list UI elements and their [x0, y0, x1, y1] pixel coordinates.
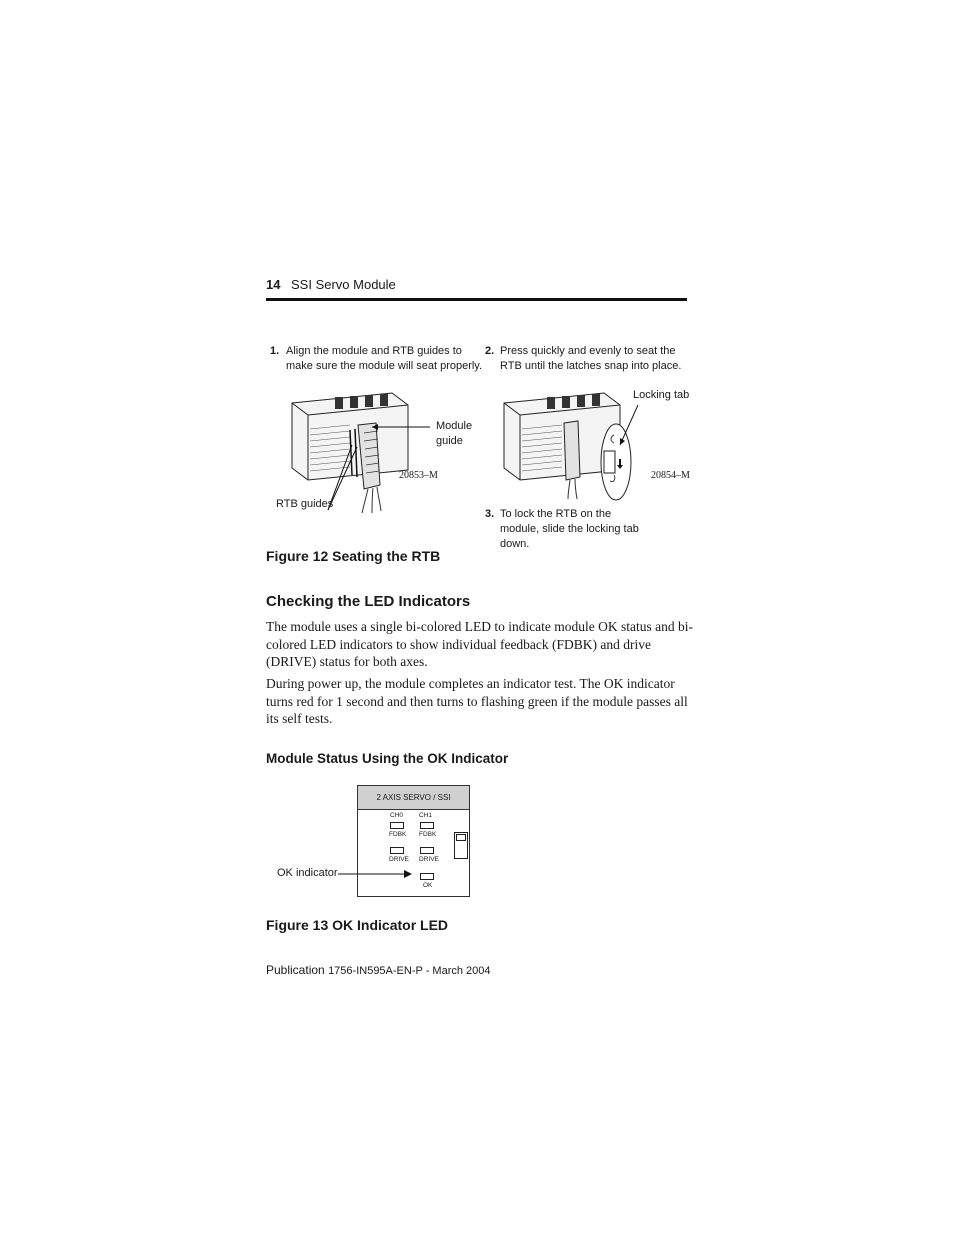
paragraph-2: During power up, the module completes an indicator test. The OK indicator turns red for 1 second and then turns to flashing green if the module passes all its self tests.	[266, 676, 688, 726]
figure-12-caption: Figure 12 Seating the RTB	[266, 548, 441, 564]
figure-id-2: 20854–M	[651, 470, 690, 481]
ch1-fdbk-led	[420, 822, 434, 829]
running-title: SSI Servo Module	[291, 277, 396, 292]
led-panel	[357, 785, 470, 897]
ch0-fdbk-label: FDBK	[389, 831, 407, 838]
paragraph-1: The module uses a single bi-colored LED to indicate module OK status and bi-colored LED indicators to show individual feedback (FDBK) and drive (DRIVE) status for both axes.	[266, 619, 694, 669]
publication-id: 1756-IN595A-EN-P - March 2004	[328, 965, 491, 977]
ch1-fdbk-label: FDBK	[419, 831, 437, 838]
module-guide-callout: Module guide	[436, 420, 473, 447]
step-2-text: Press quickly and evenly to seat the RTB until the latches snap into place.	[500, 345, 682, 372]
ch1-label: CH1	[419, 812, 433, 819]
panel-title: 2 AXIS SERVO / SSI	[358, 786, 469, 810]
locking-tab-callout: Locking tab	[633, 389, 690, 401]
ch1-drive-label: DRIVE	[419, 856, 439, 863]
figure-id-1: 20853–M	[399, 470, 438, 481]
step-3-text: To lock the RTB on the module, slide the locking tab down.	[500, 508, 639, 550]
ch0-label: CH0	[390, 812, 404, 819]
rtb-guides-callout: RTB guides	[276, 498, 334, 510]
publication-line	[266, 963, 491, 977]
rtb-seating-illustration	[498, 385, 648, 505]
page-number: 14	[266, 277, 281, 292]
publication-label: Publication	[266, 963, 325, 977]
ch0-drive-label: DRIVE	[389, 856, 409, 863]
step-1-number: 1.	[270, 345, 280, 357]
step-2-number: 2.	[485, 345, 495, 357]
ch1-drive-led	[420, 847, 434, 854]
rtb-alignment-illustration	[280, 385, 430, 515]
ok-indicator-callout: OK indicator	[277, 867, 338, 879]
section-heading: Checking the LED Indicators	[266, 593, 471, 610]
ok-led-label: OK	[423, 882, 433, 889]
panel-switch	[454, 832, 468, 859]
step-1-text: Align the module and RTB guides to make sure the module will seat properly.	[286, 345, 483, 372]
ch0-fdbk-led	[390, 822, 404, 829]
ch0-drive-led	[390, 847, 404, 854]
ok-led	[420, 873, 434, 880]
figure-13-caption: Figure 13 OK Indicator LED	[266, 917, 449, 933]
subsection-heading: Module Status Using the OK Indicator	[266, 751, 509, 766]
header-rule	[266, 298, 687, 301]
ok-indicator-arrow	[338, 868, 413, 880]
step-3-number: 3.	[485, 508, 495, 520]
